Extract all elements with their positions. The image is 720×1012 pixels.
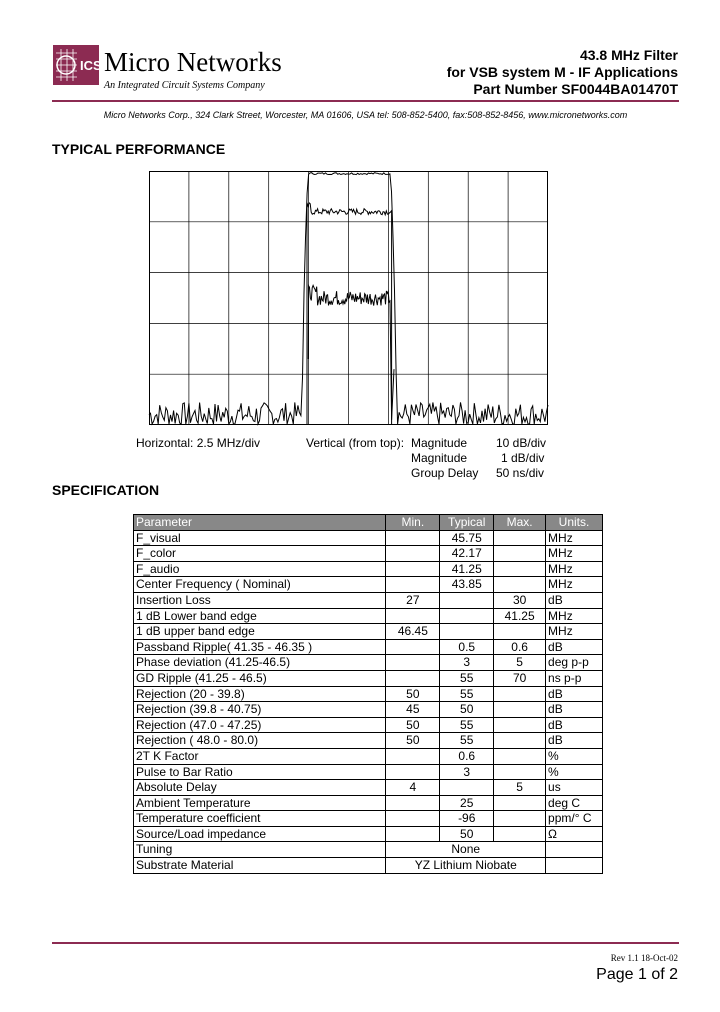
cell-parameter: Substrate Material — [134, 858, 386, 874]
cell-max — [494, 546, 546, 562]
product-title-line-1: 43.8 MHz Filter — [579, 47, 678, 63]
header-divider — [52, 100, 679, 102]
table-row — [134, 748, 603, 764]
trace-2-name: Magnitude — [411, 451, 468, 465]
cell-units: dB — [546, 717, 603, 733]
cell-parameter: Center Frequency ( Nominal) — [134, 577, 386, 593]
table-row — [134, 686, 603, 702]
cell-max: 30 — [494, 592, 546, 608]
cell-units: MHz — [546, 530, 603, 546]
specification-table — [133, 514, 603, 874]
cell-parameter: 1 dB Lower band edge — [134, 608, 386, 624]
cell-units: ns p-p — [546, 670, 603, 686]
cell-max — [494, 624, 546, 640]
cell-parameter: Source/Load impedance — [134, 826, 386, 842]
cell-max: 5 — [494, 780, 546, 796]
cell-max — [494, 748, 546, 764]
cell-units: % — [546, 764, 603, 780]
cell-typical: 45.75 — [440, 530, 494, 546]
cell-max — [494, 811, 546, 827]
performance-chart — [149, 171, 548, 425]
cell-parameter: Ambient Temperature — [134, 795, 386, 811]
company-name: Micro Networks — [104, 47, 282, 77]
cell-typical: 43.85 — [440, 577, 494, 593]
cell-min: 50 — [386, 733, 440, 749]
cell-parameter: Rejection (39.8 - 40.75) — [134, 702, 386, 718]
cell-parameter: Temperature coefficient — [134, 811, 386, 827]
cell-max: 5 — [494, 655, 546, 671]
column-header-parameter: Parameter — [134, 515, 386, 531]
specification-heading: SPECIFICATION — [52, 482, 160, 498]
cell-typical — [440, 780, 494, 796]
cell-typical: 55 — [440, 686, 494, 702]
cell-parameter: Rejection (20 - 39.8) — [134, 686, 386, 702]
table-row — [134, 577, 603, 593]
cell-typical: 3 — [440, 655, 494, 671]
cell-parameter: F_color — [134, 546, 386, 562]
cell-min: 4 — [386, 780, 440, 796]
cell-units: % — [546, 748, 603, 764]
cell-units: dB — [546, 686, 603, 702]
company-tagline: An Integrated Circuit Systems Company — [104, 80, 265, 91]
cell-parameter: Passband Ripple( 41.35 - 46.35 ) — [134, 639, 386, 655]
cell-units: MHz — [546, 608, 603, 624]
table-row — [134, 795, 603, 811]
cell-units: dB — [546, 733, 603, 749]
table-row — [134, 592, 603, 608]
cell-typical: 3 — [440, 764, 494, 780]
table-row — [134, 811, 603, 827]
cell-max — [494, 717, 546, 733]
cell-units: dB — [546, 592, 603, 608]
cell-units: us — [546, 780, 603, 796]
trace-3-scale: 50 ns/div — [496, 466, 545, 480]
table-row — [134, 561, 603, 577]
cell-max — [494, 686, 546, 702]
cell-typical: 25 — [440, 795, 494, 811]
cell-max — [494, 826, 546, 842]
cell-parameter: F_audio — [134, 561, 386, 577]
cell-typical — [440, 608, 494, 624]
table-row — [134, 764, 603, 780]
cell-min — [386, 561, 440, 577]
trace-1-name: Magnitude — [411, 436, 468, 450]
horizontal-scale-note: Horizontal: 2.5 MHz/div — [136, 436, 261, 450]
company-logo — [53, 45, 102, 85]
cell-min — [386, 639, 440, 655]
cell-units: dB — [546, 639, 603, 655]
trace-1-scale: 10 dB/div — [496, 436, 547, 450]
cell-parameter: Rejection ( 48.0 - 80.0) — [134, 733, 386, 749]
cell-max — [494, 561, 546, 577]
cell-parameter: 2T K Factor — [134, 748, 386, 764]
cell-units: Ω — [546, 826, 603, 842]
page-number: Page 1 of 2 — [596, 966, 678, 983]
table-row — [134, 655, 603, 671]
cell-min — [386, 546, 440, 562]
table-row — [134, 780, 603, 796]
table-row — [134, 702, 603, 718]
table-row — [134, 826, 603, 842]
cell-units: MHz — [546, 561, 603, 577]
column-header-units: Units. — [546, 515, 603, 531]
cell-parameter: Absolute Delay — [134, 780, 386, 796]
table-row — [134, 624, 603, 640]
cell-min: 46.45 — [386, 624, 440, 640]
table-header-row — [134, 515, 603, 531]
cell-typical: 50 — [440, 826, 494, 842]
cell-max — [494, 702, 546, 718]
table-row — [134, 546, 603, 562]
cell-min — [386, 764, 440, 780]
table-row — [134, 608, 603, 624]
column-header-max: Max. — [494, 515, 546, 531]
cell-units: MHz — [546, 577, 603, 593]
cell-parameter: Tuning — [134, 842, 386, 858]
cell-typical: 50 — [440, 702, 494, 718]
cell-min — [386, 655, 440, 671]
cell-units — [546, 858, 603, 874]
cell-max: 0.6 — [494, 639, 546, 655]
cell-units: deg C — [546, 795, 603, 811]
table-row — [134, 842, 603, 858]
table-row — [134, 717, 603, 733]
cell-units: deg p-p — [546, 655, 603, 671]
cell-typical: 41.25 — [440, 561, 494, 577]
cell-units: MHz — [546, 546, 603, 562]
cell-parameter: Insertion Loss — [134, 592, 386, 608]
revision-label: Rev 1.1 18-Oct-02 — [610, 953, 678, 963]
cell-parameter: GD Ripple (41.25 - 46.5) — [134, 670, 386, 686]
cell-parameter: F_visual — [134, 530, 386, 546]
cell-typical: 55 — [440, 733, 494, 749]
trace-3-name: Group Delay — [411, 466, 479, 480]
table-row — [134, 530, 603, 546]
cell-parameter: Rejection (47.0 - 47.25) — [134, 717, 386, 733]
table-row — [134, 858, 603, 874]
table-row — [134, 639, 603, 655]
column-header-typical: Typical — [440, 515, 494, 531]
cell-min — [386, 748, 440, 764]
table-row — [134, 733, 603, 749]
cell-max: 70 — [494, 670, 546, 686]
cell-units: MHz — [546, 624, 603, 640]
cell-merged-value: YZ Lithium Niobate — [386, 858, 546, 874]
cell-min: 50 — [386, 717, 440, 733]
cell-typical: 42.17 — [440, 546, 494, 562]
vertical-scale-label: Vertical (from top): — [306, 436, 405, 450]
cell-min — [386, 826, 440, 842]
cell-units: ppm/° C — [546, 811, 603, 827]
cell-min: 50 — [386, 686, 440, 702]
cell-typical: 55 — [440, 717, 494, 733]
typical-performance-heading: TYPICAL PERFORMANCE — [52, 141, 226, 157]
cell-typical: 0.5 — [440, 639, 494, 655]
cell-typical — [440, 592, 494, 608]
company-address: Micro Networks Corp., 324 Clark Street, Worcester, MA 01606, USA tel: 508-852-5400, fax:508-852-8456, www.micronetworks.com — [103, 110, 628, 120]
cell-units — [546, 842, 603, 858]
cell-typical — [440, 624, 494, 640]
cell-min — [386, 670, 440, 686]
cell-min — [386, 795, 440, 811]
cell-max — [494, 733, 546, 749]
cell-max — [494, 795, 546, 811]
cell-min: 45 — [386, 702, 440, 718]
cell-typical: 55 — [440, 670, 494, 686]
cell-typical: -96 — [440, 811, 494, 827]
cell-parameter: Pulse to Bar Ratio — [134, 764, 386, 780]
cell-max — [494, 530, 546, 546]
cell-min — [386, 577, 440, 593]
cell-min — [386, 811, 440, 827]
cell-max — [494, 577, 546, 593]
table-row — [134, 670, 603, 686]
cell-typical: 0.6 — [440, 748, 494, 764]
footer-divider — [52, 942, 679, 944]
part-number-line: Part Number SF0044BA01470T — [473, 81, 678, 97]
cell-parameter: Phase deviation (41.25-46.5) — [134, 655, 386, 671]
cell-merged-value: None — [386, 842, 546, 858]
column-header-min: Min. — [386, 515, 440, 531]
cell-max — [494, 764, 546, 780]
cell-max: 41.25 — [494, 608, 546, 624]
trace-2-scale: 1 dB/div — [501, 451, 545, 465]
cell-min — [386, 608, 440, 624]
cell-min: 27 — [386, 592, 440, 608]
cell-parameter: 1 dB upper band edge — [134, 624, 386, 640]
cell-units: dB — [546, 702, 603, 718]
product-title-line-2: for VSB system M - IF Applications — [446, 64, 678, 80]
cell-min — [386, 530, 440, 546]
logo-text: ICS — [80, 58, 102, 73]
